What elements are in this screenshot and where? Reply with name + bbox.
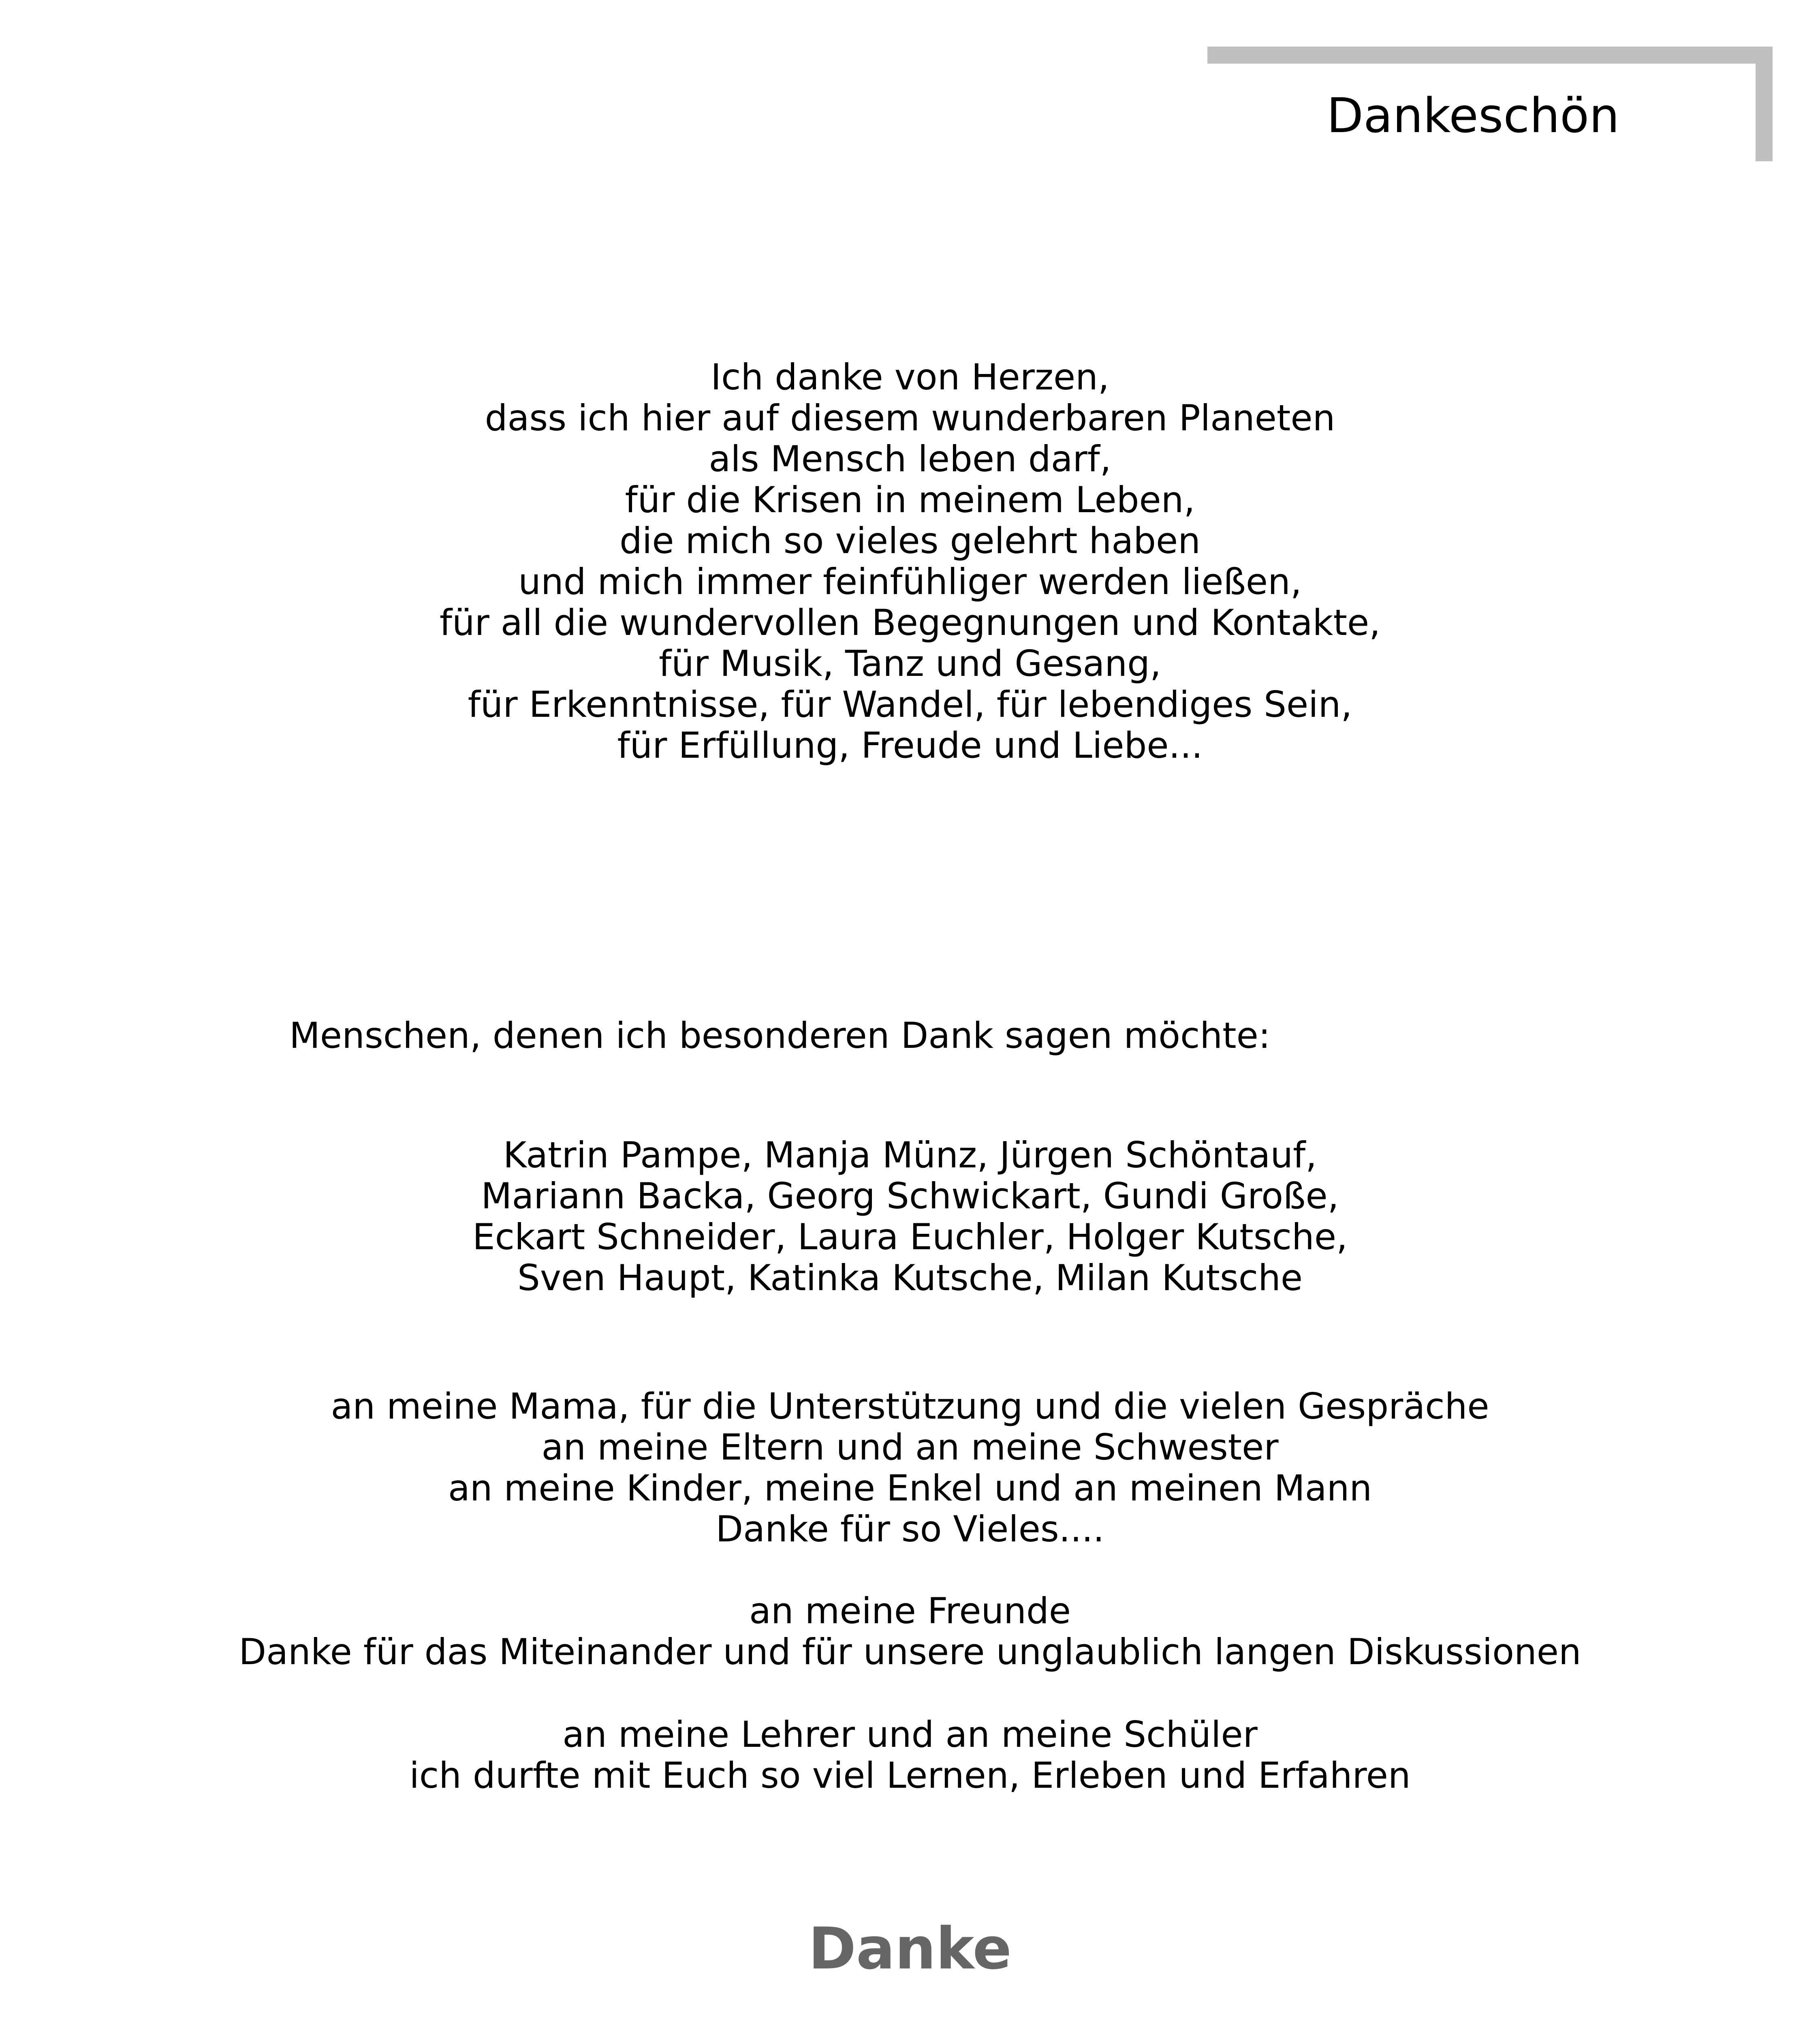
teachers-line: ich durfte mit Euch so viel Lernen, Erleben und Erfahren	[409, 1755, 1411, 1796]
poem-line: für Musik, Tanz und Gesang,	[659, 643, 1161, 684]
teachers-thanks	[0, 1714, 1820, 1796]
page-title: Dankeschön	[1327, 88, 1619, 143]
poem-line: für all die wundervollen Begegnungen und Kontakte,	[439, 602, 1381, 643]
family-line: an meine Kinder, meine Enkel und an meinen Mann	[448, 1467, 1372, 1509]
header-corner-bar-horizontal	[1207, 47, 1773, 64]
teachers-line: an meine Lehrer und an meine Schüler	[562, 1714, 1258, 1755]
poem-line: als Mensch leben darf,	[709, 438, 1111, 480]
header-corner-bar-vertical	[1756, 47, 1773, 161]
names-list	[0, 1135, 1820, 1298]
family-line: an meine Mama, für die Unterstützung und die vielen Gespräche	[331, 1385, 1489, 1427]
names-line: Eckart Schneider, Laura Euchler, Holger Kutsche,	[472, 1216, 1348, 1258]
poem-line: für die Krisen in meinem Leben,	[625, 479, 1195, 521]
poem-line: für Erkenntnisse, für Wandel, für lebendiges Sein,	[468, 684, 1352, 725]
poem-line: die mich so vieles gelehrt haben	[619, 520, 1201, 562]
thanks-intro: Menschen, denen ich besonderen Dank sagen möchte:	[289, 1015, 1271, 1056]
poem-stanza	[0, 357, 1820, 766]
friends-line: an meine Freunde	[749, 1590, 1071, 1632]
poem-line: für Erfüllung, Freude und Liebe...	[617, 724, 1203, 766]
poem-line: dass ich hier auf diesem wunderbaren Planeten	[485, 397, 1335, 439]
friends-line: Danke für das Miteinander und für unsere unglaublich langen Diskussionen	[239, 1631, 1581, 1673]
family-line: an meine Eltern und an meine Schwester	[541, 1426, 1279, 1468]
family-line: Danke für so Vieles....	[716, 1508, 1104, 1550]
names-line: Katrin Pampe, Manja Münz, Jürgen Schöntauf,	[503, 1134, 1317, 1176]
names-line: Mariann Backa, Georg Schwickart, Gundi Große,	[481, 1175, 1339, 1217]
poem-line: und mich immer feinfühliger werden ließen,	[518, 561, 1302, 603]
poem-line: Ich danke von Herzen,	[711, 356, 1109, 398]
friends-thanks	[0, 1590, 1820, 1672]
names-line: Sven Haupt, Katinka Kutsche, Milan Kutsche	[517, 1257, 1303, 1299]
closing-word: Danke	[808, 1915, 1012, 1982]
family-thanks	[0, 1386, 1820, 1549]
